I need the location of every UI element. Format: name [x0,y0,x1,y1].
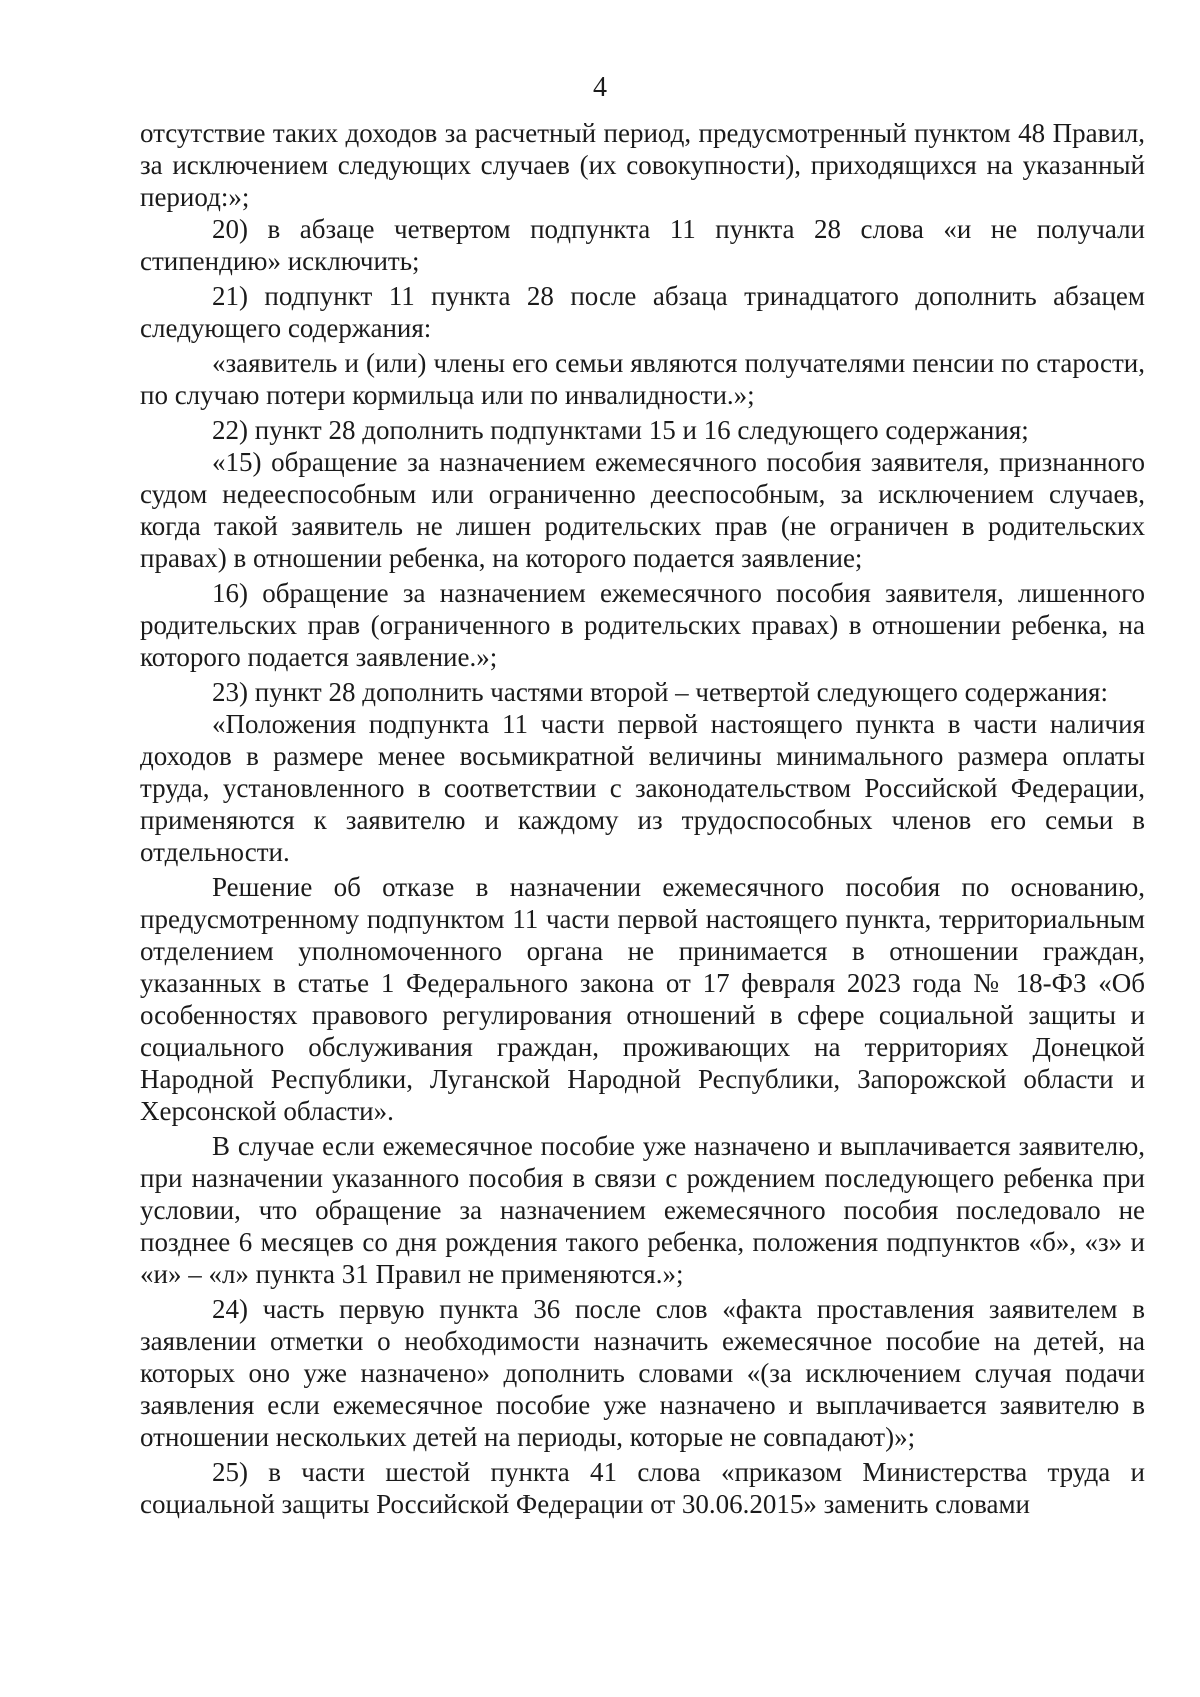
paragraph-continuation: отсутствие таких доходов за расчетный период, предусмотренный пунктом 48 Правил, за исключением следующих случаев (их совокупности), приходящихся на указанный период:»; [140,118,1145,212]
paragraph-item-21: 21) подпункт 11 пункта 28 после абзаца тринадцатого дополнить абзацем следующего содержания: [140,281,1145,343]
paragraph-item-22: 22) пункт 28 дополнить подпунктами 15 и 16 следующего содержания; [212,415,1029,445]
paragraph-part-4: В случае если ежемесячное пособие уже назначено и выплачивается заявителю, при назначении указанного пособия в связи с рождением последующего ребенка при условии, что обращение за назначением ежемесячного пособия последовало не позднее 6 месяцев со дня рождения такого ребенка, положения подпунктов «б», «з» и «и» – «л» пункта 31 Правил не применяются.»; [140,1131,1145,1289]
document-body [140,117,1145,1520]
paragraph-part-2: «Положения подпункта 11 части первой настоящего пункта в части наличия доходов в размере менее восьмикратной величины минимального размера оплаты труда, установленного в соответствии с законодательством Российской Федерации, применяются к заявителю и каждому из трудоспособных членов его семьи в отдельности. [140,709,1145,867]
paragraph-subitem-16: 16) обращение за назначением ежемесячного пособия заявителя, лишенного родительских прав (ограниченного в родительских правах) в отношении ребенка, на которого подается заявление.»; [140,578,1145,672]
page-number: 4 [593,72,607,103]
paragraph-item-25: 25) в части шестой пункта 41 слова «приказом Министерства труда и социальной защиты Российской Федерации от 30.06.2015» заменить словами [140,1457,1145,1519]
paragraph-quoted-abzac: «заявитель и (или) члены его семьи являются получателями пенсии по старости, по случаю потери кормильца или по инвалидности.»; [140,348,1145,410]
paragraph-subitem-15: «15) обращение за назначением ежемесячного пособия заявителя, признанного судом недееспособным или ограниченно дееспособным, за исключением случаев, когда такой заявитель не лишен родительских прав (не ограничен в родительских правах) в отношении ребенка, на которого подается заявление; [140,447,1145,573]
paragraph-item-23: 23) пункт 28 дополнить частями второй – четвертой следующего содержания: [212,677,1108,707]
paragraph-item-24: 24) часть первую пункта 36 после слов «факта проставления заявителем в заявлении отметки о необходимости назначить ежемесячное пособие на детей, на которых оно уже назначено» дополнить словами «(за исключением случая подачи заявления если ежемесячное пособие уже назначено и выплачивается заявителю в отношении нескольких детей на периоды, которые не совпадают)»; [140,1294,1145,1452]
paragraph-part-3: Решение об отказе в назначении ежемесячного пособия по основанию, предусмотренному подпунктом 11 части первой настоящего пункта, территориальным отделением уполномоченного органа не принимается в отношении граждан, указанных в статье 1 Федерального закона от 17 февраля 2023 года № 18-ФЗ «Об особенностях правового регулирования отношений в сфере социальной защиты и социального обслуживания граждан, проживающих на территориях Донецкой Народной Республики, Луганской Народной Республики, Запорожской области и Херсонской области». [140,872,1145,1126]
paragraph-item-20: 20) в абзаце четвертом подпункта 11 пункта 28 слова «и не получали стипендию» исключить; [140,214,1145,276]
